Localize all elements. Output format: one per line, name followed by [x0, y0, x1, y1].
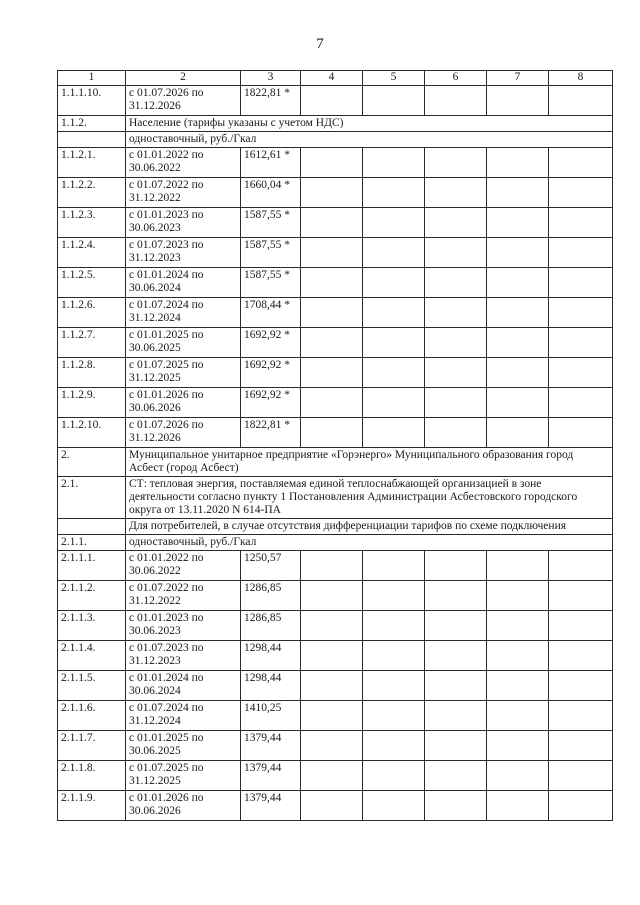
column-header: 8	[549, 71, 613, 86]
table-row	[58, 761, 613, 791]
table-row	[58, 298, 613, 328]
empty-cell	[425, 551, 487, 581]
empty-cell	[487, 358, 549, 388]
empty-cell	[487, 611, 549, 641]
empty-cell	[425, 641, 487, 671]
row-tariff-value: 1692,92 *	[241, 358, 301, 388]
row-period: с 01.07.2026 по 31.12.2026	[126, 418, 241, 448]
empty-cell	[487, 328, 549, 358]
table-row	[58, 791, 613, 821]
row-period: с 01.01.2024 по 30.06.2024	[126, 671, 241, 701]
empty-cell	[549, 86, 613, 116]
row-code: 2.1.1.9.	[58, 791, 126, 821]
row-tariff-value: 1587,55 *	[241, 238, 301, 268]
empty-cell	[301, 671, 363, 701]
empty-cell	[487, 671, 549, 701]
row-tariff-value: 1692,92 *	[241, 388, 301, 418]
empty-cell	[301, 551, 363, 581]
empty-cell	[363, 731, 425, 761]
table-row	[58, 731, 613, 761]
table-row	[58, 418, 613, 448]
empty-cell	[363, 388, 425, 418]
empty-cell	[301, 731, 363, 761]
row-period: с 01.01.2025 по 30.06.2025	[126, 731, 241, 761]
row-code	[58, 132, 126, 148]
row-tariff-value: 1587,55 *	[241, 268, 301, 298]
table-row	[58, 551, 613, 581]
empty-cell	[549, 731, 613, 761]
row-code: 1.1.2.10.	[58, 418, 126, 448]
empty-cell	[487, 178, 549, 208]
table-row	[58, 388, 613, 418]
row-period: с 01.01.2025 по 30.06.2025	[126, 328, 241, 358]
row-tariff-value: 1692,92 *	[241, 328, 301, 358]
empty-cell	[301, 268, 363, 298]
table-row	[58, 581, 613, 611]
table-body	[58, 86, 613, 821]
empty-cell	[301, 358, 363, 388]
section-title: СТ: тепловая энергия, поставляемая единой теплоснабжающей организацией в зоне деятельности согласно пункту 1 Постановления Администрации Асбестовского городского округа от 13.11.2020 N 614-ПА	[126, 477, 613, 519]
row-tariff-value: 1587,55 *	[241, 208, 301, 238]
row-period: с 01.01.2023 по 30.06.2023	[126, 611, 241, 641]
empty-cell	[425, 701, 487, 731]
empty-cell	[363, 641, 425, 671]
empty-cell	[425, 791, 487, 821]
empty-cell	[549, 581, 613, 611]
row-code: 2.1.1.7.	[58, 731, 126, 761]
empty-cell	[425, 731, 487, 761]
empty-cell	[363, 358, 425, 388]
row-code: 1.1.2.8.	[58, 358, 126, 388]
empty-cell	[363, 268, 425, 298]
empty-cell	[425, 611, 487, 641]
row-period: с 01.01.2026 по 30.06.2026	[126, 388, 241, 418]
row-code: 2.1.	[58, 477, 126, 519]
row-code: 2.1.1.8.	[58, 761, 126, 791]
row-tariff-value: 1298,44	[241, 671, 301, 701]
empty-cell	[363, 611, 425, 641]
empty-cell	[425, 671, 487, 701]
row-code: 2.1.1.4.	[58, 641, 126, 671]
row-code: 1.1.2.	[58, 116, 126, 132]
column-header: 3	[241, 71, 301, 86]
empty-cell	[301, 208, 363, 238]
empty-cell	[363, 418, 425, 448]
row-tariff-value: 1379,44	[241, 761, 301, 791]
header-row	[58, 71, 613, 86]
empty-cell	[549, 701, 613, 731]
row-code: 1.1.2.2.	[58, 178, 126, 208]
empty-cell	[301, 238, 363, 268]
table-row	[58, 477, 613, 519]
empty-cell	[487, 761, 549, 791]
empty-cell	[487, 148, 549, 178]
table-row	[58, 671, 613, 701]
empty-cell	[425, 298, 487, 328]
empty-cell	[549, 148, 613, 178]
table-row	[58, 448, 613, 477]
row-tariff-value: 1379,44	[241, 731, 301, 761]
empty-cell	[425, 328, 487, 358]
empty-cell	[549, 791, 613, 821]
table-row	[58, 132, 613, 148]
empty-cell	[549, 671, 613, 701]
table-row	[58, 611, 613, 641]
table-row	[58, 238, 613, 268]
row-code: 1.1.2.9.	[58, 388, 126, 418]
empty-cell	[487, 388, 549, 418]
row-code	[58, 519, 126, 535]
empty-cell	[487, 418, 549, 448]
row-tariff-value: 1286,85	[241, 581, 301, 611]
column-header: 5	[363, 71, 425, 86]
empty-cell	[549, 388, 613, 418]
empty-cell	[487, 238, 549, 268]
empty-cell	[363, 86, 425, 116]
empty-cell	[549, 551, 613, 581]
row-tariff-value: 1822,81 *	[241, 86, 301, 116]
tariff-table	[57, 70, 613, 821]
empty-cell	[301, 581, 363, 611]
empty-cell	[487, 581, 549, 611]
row-period: с 01.07.2023 по 31.12.2023	[126, 641, 241, 671]
empty-cell	[487, 298, 549, 328]
row-code: 1.1.2.3.	[58, 208, 126, 238]
empty-cell	[425, 208, 487, 238]
row-period: с 01.01.2023 по 30.06.2023	[126, 208, 241, 238]
empty-cell	[425, 86, 487, 116]
empty-cell	[363, 328, 425, 358]
row-code: 2.1.1.3.	[58, 611, 126, 641]
row-tariff-value: 1660,04 *	[241, 178, 301, 208]
empty-cell	[549, 611, 613, 641]
empty-cell	[301, 761, 363, 791]
row-period: с 01.07.2025 по 31.12.2025	[126, 761, 241, 791]
table-row	[58, 208, 613, 238]
row-period: с 01.01.2024 по 30.06.2024	[126, 268, 241, 298]
table-row	[58, 358, 613, 388]
empty-cell	[363, 761, 425, 791]
row-code: 2.	[58, 448, 126, 477]
row-tariff-value: 1298,44	[241, 641, 301, 671]
empty-cell	[363, 238, 425, 268]
row-period: с 01.01.2026 по 30.06.2026	[126, 791, 241, 821]
empty-cell	[363, 178, 425, 208]
row-code: 2.1.1.	[58, 535, 126, 551]
column-header: 4	[301, 71, 363, 86]
empty-cell	[301, 86, 363, 116]
empty-cell	[487, 208, 549, 238]
row-tariff-value: 1822,81 *	[241, 418, 301, 448]
empty-cell	[301, 298, 363, 328]
empty-cell	[301, 611, 363, 641]
row-code: 2.1.1.1.	[58, 551, 126, 581]
section-title: одноставочный, руб./Гкал	[126, 535, 613, 551]
empty-cell	[549, 641, 613, 671]
empty-cell	[549, 298, 613, 328]
row-period: с 01.07.2022 по 31.12.2022	[126, 581, 241, 611]
row-tariff-value: 1410,25	[241, 701, 301, 731]
row-tariff-value: 1708,44 *	[241, 298, 301, 328]
row-period: с 01.07.2023 по 31.12.2023	[126, 238, 241, 268]
row-tariff-value: 1250,57	[241, 551, 301, 581]
row-period: с 01.07.2022 по 31.12.2022	[126, 178, 241, 208]
empty-cell	[301, 148, 363, 178]
table-row	[58, 519, 613, 535]
empty-cell	[363, 671, 425, 701]
table-row	[58, 641, 613, 671]
empty-cell	[301, 791, 363, 821]
table-row	[58, 116, 613, 132]
row-period: с 01.07.2024 по 31.12.2024	[126, 701, 241, 731]
row-period: с 01.01.2022 по 30.06.2022	[126, 148, 241, 178]
row-tariff-value: 1379,44	[241, 791, 301, 821]
empty-cell	[363, 208, 425, 238]
row-code: 1.1.2.4.	[58, 238, 126, 268]
empty-cell	[549, 358, 613, 388]
empty-cell	[425, 581, 487, 611]
table-row	[58, 148, 613, 178]
row-tariff-value: 1286,85	[241, 611, 301, 641]
row-code: 1.1.2.5.	[58, 268, 126, 298]
empty-cell	[487, 701, 549, 731]
empty-cell	[425, 148, 487, 178]
empty-cell	[487, 551, 549, 581]
section-title: Муниципальное унитарное предприятие «Горэнерго» Муниципального образования город Асбест (город Асбест)	[126, 448, 613, 477]
empty-cell	[549, 238, 613, 268]
empty-cell	[549, 268, 613, 298]
column-header: 7	[487, 71, 549, 86]
row-code: 1.1.2.7.	[58, 328, 126, 358]
empty-cell	[549, 761, 613, 791]
empty-cell	[425, 358, 487, 388]
empty-cell	[549, 208, 613, 238]
empty-cell	[363, 298, 425, 328]
row-code: 1.1.2.6.	[58, 298, 126, 328]
empty-cell	[363, 551, 425, 581]
row-period: с 01.01.2022 по 30.06.2022	[126, 551, 241, 581]
empty-cell	[549, 418, 613, 448]
row-period: с 01.07.2025 по 31.12.2025	[126, 358, 241, 388]
row-code: 1.1.2.1.	[58, 148, 126, 178]
table-row	[58, 701, 613, 731]
empty-cell	[487, 86, 549, 116]
column-header: 2	[126, 71, 241, 86]
empty-cell	[363, 701, 425, 731]
page-number: 7	[316, 36, 324, 52]
empty-cell	[301, 641, 363, 671]
empty-cell	[425, 388, 487, 418]
empty-cell	[549, 178, 613, 208]
empty-cell	[301, 701, 363, 731]
row-code: 2.1.1.5.	[58, 671, 126, 701]
section-title: Население (тарифы указаны с учетом НДС)	[126, 116, 613, 132]
empty-cell	[487, 731, 549, 761]
table-row	[58, 268, 613, 298]
empty-cell	[425, 238, 487, 268]
empty-cell	[487, 791, 549, 821]
table-row	[58, 178, 613, 208]
row-code: 2.1.1.2.	[58, 581, 126, 611]
empty-cell	[425, 268, 487, 298]
empty-cell	[425, 178, 487, 208]
row-tariff-value: 1612,61 *	[241, 148, 301, 178]
empty-cell	[487, 641, 549, 671]
table-row	[58, 86, 613, 116]
row-code: 1.1.1.10.	[58, 86, 126, 116]
column-header: 1	[58, 71, 126, 86]
empty-cell	[487, 268, 549, 298]
row-period: с 01.07.2024 по 31.12.2024	[126, 298, 241, 328]
empty-cell	[363, 791, 425, 821]
empty-cell	[301, 328, 363, 358]
empty-cell	[363, 581, 425, 611]
empty-cell	[301, 178, 363, 208]
empty-cell	[301, 418, 363, 448]
section-title: Для потребителей, в случае отсутствия дифференциации тарифов по схеме подключения	[126, 519, 613, 535]
row-code: 2.1.1.6.	[58, 701, 126, 731]
empty-cell	[301, 388, 363, 418]
table-row	[58, 328, 613, 358]
row-period: с 01.07.2026 по 31.12.2026	[126, 86, 241, 116]
empty-cell	[549, 328, 613, 358]
empty-cell	[425, 761, 487, 791]
section-title: одноставочный, руб./Гкал	[126, 132, 613, 148]
empty-cell	[363, 148, 425, 178]
column-header: 6	[425, 71, 487, 86]
empty-cell	[425, 418, 487, 448]
table-row	[58, 535, 613, 551]
